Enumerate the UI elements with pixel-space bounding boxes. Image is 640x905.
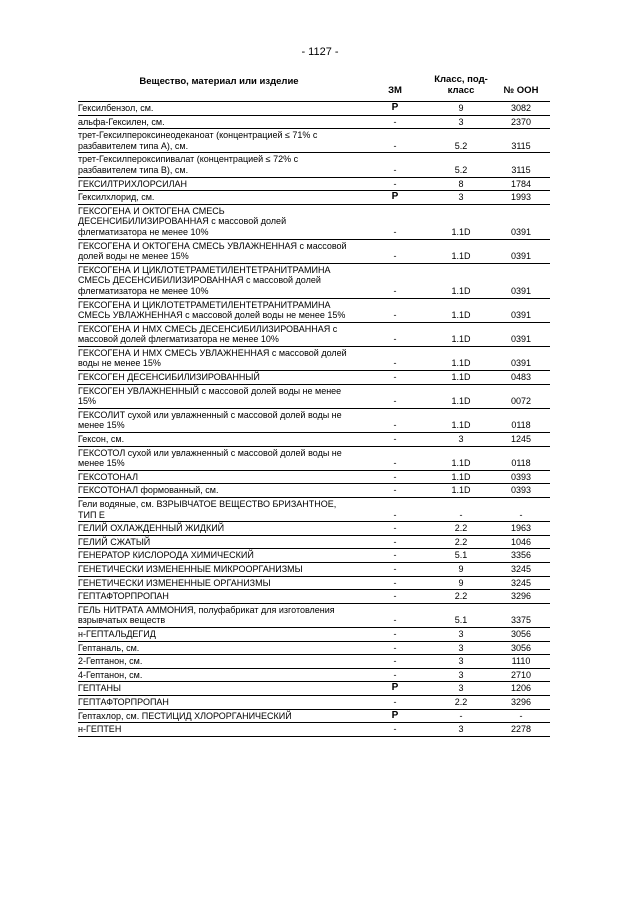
cell-un-number: 0391	[492, 322, 550, 346]
cell-substance: 4-Гептанон, см.	[78, 668, 360, 682]
cell-class: 3	[430, 682, 492, 696]
cell-substance: ГЕЛИЙ СЖАТЫЙ	[78, 535, 360, 549]
header-zm: ЗМ	[360, 74, 430, 102]
cell-class: -	[430, 709, 492, 723]
cell-substance: Гексилхлорид, см.	[78, 191, 360, 205]
cell-un-number: 3056	[492, 627, 550, 641]
table-row	[78, 668, 550, 682]
table-row	[78, 562, 550, 576]
cell-class: 1.1D	[430, 346, 492, 370]
cell-zm: -	[360, 655, 430, 669]
table-row	[78, 470, 550, 484]
table-row	[78, 576, 550, 590]
cell-class: 3	[430, 723, 492, 737]
cell-un-number: 0483	[492, 371, 550, 385]
cell-class: 1.1D	[430, 484, 492, 498]
cell-substance: ГЕЛИЙ ОХЛАЖДЕННЫЙ ЖИДКИЙ	[78, 522, 360, 536]
cell-class: 9	[430, 562, 492, 576]
cell-zm: -	[360, 298, 430, 322]
cell-class: 5.1	[430, 603, 492, 627]
cell-un-number: 1245	[492, 433, 550, 447]
cell-zm: Р	[360, 191, 430, 205]
table-row	[78, 115, 550, 129]
cell-class: 1.1D	[430, 371, 492, 385]
cell-zm: -	[360, 263, 430, 298]
cell-un-number: 1110	[492, 655, 550, 669]
cell-class: 3	[430, 115, 492, 129]
cell-class: 3	[430, 191, 492, 205]
dangerous-goods-table	[78, 74, 550, 737]
cell-un-number: 0072	[492, 384, 550, 408]
cell-substance: трет-Гексилпероксипивалат (концентрацией ≤ 72% с разбавителем типа В), см.	[78, 153, 360, 177]
cell-un-number: 0118	[492, 408, 550, 432]
header-un-number: № ООН	[492, 74, 550, 102]
table-row	[78, 346, 550, 370]
cell-un-number: 1784	[492, 177, 550, 191]
cell-class: 8	[430, 177, 492, 191]
cell-zm: -	[360, 668, 430, 682]
cell-substance: ГЕПТАНЫ	[78, 682, 360, 696]
cell-class: 3	[430, 627, 492, 641]
cell-substance: Гели водяные, см. ВЗРЫВЧАТОЕ ВЕЩЕСТВО БРИЗАНТНОЕ, ТИП Е	[78, 498, 360, 522]
cell-zm: -	[360, 384, 430, 408]
cell-class: 2.2	[430, 695, 492, 709]
table-row	[78, 408, 550, 432]
cell-zm: -	[360, 562, 430, 576]
cell-class: 5.2	[430, 129, 492, 153]
cell-zm: -	[360, 129, 430, 153]
cell-un-number: 0391	[492, 346, 550, 370]
cell-substance: ГЕПТАФТОРПРОПАН	[78, 695, 360, 709]
cell-zm: -	[360, 576, 430, 590]
cell-class: 1.1D	[430, 322, 492, 346]
table-row	[78, 498, 550, 522]
cell-substance: Гептахлор, см. ПЕСТИЦИД ХЛОРОРГАНИЧЕСКИЙ	[78, 709, 360, 723]
cell-un-number: 3296	[492, 695, 550, 709]
cell-substance: ГЕЛЬ НИТРАТА АММОНИЯ, полуфабрикат для изготовления взрывчатых веществ	[78, 603, 360, 627]
header-class: Класс, под-класс	[430, 74, 492, 102]
table-row	[78, 191, 550, 205]
cell-substance: ГЕКСИЛТРИХЛОРСИЛАН	[78, 177, 360, 191]
page-number: - 1127 -	[301, 46, 339, 58]
cell-substance: Гексилбензол, см.	[78, 102, 360, 116]
table-row	[78, 549, 550, 563]
cell-substance: Гексон, см.	[78, 433, 360, 447]
table-row	[78, 384, 550, 408]
cell-substance: ГЕКСОЛИТ сухой или увлажненный с массовой долей воды не менее 15%	[78, 408, 360, 432]
cell-zm: -	[360, 115, 430, 129]
cell-zm: -	[360, 641, 430, 655]
cell-un-number: 2370	[492, 115, 550, 129]
cell-class: 2.2	[430, 590, 492, 604]
cell-un-number: 3375	[492, 603, 550, 627]
cell-zm: Р	[360, 709, 430, 723]
cell-zm: -	[360, 522, 430, 536]
cell-zm: -	[360, 535, 430, 549]
cell-un-number: 1963	[492, 522, 550, 536]
cell-un-number: 0391	[492, 204, 550, 239]
cell-un-number: 0118	[492, 446, 550, 470]
table-row	[78, 153, 550, 177]
cell-zm: -	[360, 433, 430, 447]
cell-un-number: -	[492, 709, 550, 723]
cell-class: 1.1D	[430, 263, 492, 298]
cell-substance: ГЕКСОГЕНА И ОКТОГЕНА СМЕСЬ УВЛАЖНЕННАЯ с массовой долей воды не менее 15%	[78, 239, 360, 263]
cell-zm: Р	[360, 102, 430, 116]
cell-un-number: 3296	[492, 590, 550, 604]
cell-un-number: 3245	[492, 576, 550, 590]
cell-zm: -	[360, 470, 430, 484]
header-substance: Вещество, материал или изделие	[78, 74, 360, 102]
cell-un-number: 2710	[492, 668, 550, 682]
cell-zm: -	[360, 498, 430, 522]
cell-zm: -	[360, 446, 430, 470]
cell-substance: ГЕКСОГЕНА И НМХ СМЕСЬ УВЛАЖНЕННАЯ с массовой долей воды не менее 15%	[78, 346, 360, 370]
table-row	[78, 590, 550, 604]
cell-class: 3	[430, 655, 492, 669]
cell-zm: -	[360, 371, 430, 385]
cell-substance: ГЕКСОГЕНА И ЦИКЛОТЕТРАМЕТИЛЕНТЕТРАНИТРАМИНА СМЕСЬ УВЛАЖНЕННАЯ с массовой долей воды не менее 15%	[78, 298, 360, 322]
cell-zm: -	[360, 177, 430, 191]
cell-substance: н-ГЕПТАЛЬДЕГИД	[78, 627, 360, 641]
table-row	[78, 177, 550, 191]
table-row	[78, 433, 550, 447]
table-row	[78, 322, 550, 346]
table-row	[78, 522, 550, 536]
cell-substance: 2-Гептанон, см.	[78, 655, 360, 669]
cell-substance: ГЕКСОТОЛ сухой или увлажненный с массовой долей воды не менее 15%	[78, 446, 360, 470]
cell-class: 1.1D	[430, 446, 492, 470]
cell-zm: -	[360, 408, 430, 432]
cell-class: -	[430, 498, 492, 522]
cell-un-number: 3115	[492, 153, 550, 177]
cell-substance: ГЕНЕРАТОР КИСЛОРОДА ХИМИЧЕСКИЙ	[78, 549, 360, 563]
cell-un-number: 0391	[492, 239, 550, 263]
cell-un-number: 3245	[492, 562, 550, 576]
cell-zm: -	[360, 204, 430, 239]
table-row	[78, 641, 550, 655]
cell-un-number: 3115	[492, 129, 550, 153]
cell-substance: Гептаналь, см.	[78, 641, 360, 655]
table-row	[78, 723, 550, 737]
cell-substance: ГЕКСОТОНАЛ формованный, см.	[78, 484, 360, 498]
cell-substance: ГЕКСОТОНАЛ	[78, 470, 360, 484]
table-row	[78, 129, 550, 153]
cell-substance: ГЕКСОГЕНА И ЦИКЛОТЕТРАМЕТИЛЕНТЕТРАНИТРАМИНА СМЕСЬ ДЕСЕНСИБИЛИЗИРОВАННАЯ с массовой долей флегматизатора не менее 10%	[78, 263, 360, 298]
cell-class: 3	[430, 641, 492, 655]
cell-substance: н-ГЕПТЕН	[78, 723, 360, 737]
cell-class: 1.1D	[430, 298, 492, 322]
cell-un-number: 3356	[492, 549, 550, 563]
table-row	[78, 298, 550, 322]
table-row	[78, 535, 550, 549]
cell-substance: ГЕКСОГЕНА И НМХ СМЕСЬ ДЕСЕНСИБИЛИЗИРОВАННАЯ с массовой долей флегматизатора не менее 10%	[78, 322, 360, 346]
table-row	[78, 695, 550, 709]
table-row	[78, 682, 550, 696]
cell-un-number: 2278	[492, 723, 550, 737]
cell-class: 3	[430, 668, 492, 682]
cell-zm: -	[360, 590, 430, 604]
cell-zm: -	[360, 695, 430, 709]
cell-un-number: 0391	[492, 298, 550, 322]
table-row	[78, 263, 550, 298]
table-header-row	[78, 74, 550, 102]
cell-zm: -	[360, 239, 430, 263]
table-row	[78, 446, 550, 470]
cell-substance: ГЕНЕТИЧЕСКИ ИЗМЕНЕННЫЕ МИКРООРГАНИЗМЫ	[78, 562, 360, 576]
table-row	[78, 655, 550, 669]
table-row	[78, 709, 550, 723]
table-row	[78, 603, 550, 627]
cell-substance: ГЕКСОГЕНА И ОКТОГЕНА СМЕСЬ ДЕСЕНСИБИЛИЗИРОВАННАЯ с массовой долей флегматизатора не менее 10%	[78, 204, 360, 239]
cell-zm: -	[360, 484, 430, 498]
cell-substance: ГЕКСОГЕН ДЕСЕНСИБИЛИЗИРОВАННЫЙ	[78, 371, 360, 385]
cell-substance: трет-Гексилпероксинеодеканоат (концентрацией ≤ 71% с разбавителем типа А), см.	[78, 129, 360, 153]
table-row	[78, 102, 550, 116]
table-row	[78, 371, 550, 385]
cell-un-number: 3082	[492, 102, 550, 116]
cell-un-number: 3056	[492, 641, 550, 655]
cell-class: 5.1	[430, 549, 492, 563]
cell-class: 1.1D	[430, 204, 492, 239]
table-row	[78, 204, 550, 239]
cell-un-number: 1046	[492, 535, 550, 549]
cell-class: 3	[430, 433, 492, 447]
cell-substance: ГЕКСОГЕН УВЛАЖНЕННЫЙ с массовой долей воды не менее 15%	[78, 384, 360, 408]
cell-zm: Р	[360, 682, 430, 696]
table-row	[78, 627, 550, 641]
cell-class: 2.2	[430, 535, 492, 549]
cell-un-number: 0393	[492, 484, 550, 498]
cell-zm: -	[360, 549, 430, 563]
cell-un-number: 0393	[492, 470, 550, 484]
cell-class: 1.1D	[430, 470, 492, 484]
cell-zm: -	[360, 153, 430, 177]
cell-class: 1.1D	[430, 239, 492, 263]
cell-class: 1.1D	[430, 384, 492, 408]
table-row	[78, 484, 550, 498]
cell-class: 1.1D	[430, 408, 492, 432]
cell-class: 5.2	[430, 153, 492, 177]
cell-un-number: -	[492, 498, 550, 522]
cell-zm: -	[360, 322, 430, 346]
cell-zm: -	[360, 723, 430, 737]
cell-substance: альфа-Гексилен, см.	[78, 115, 360, 129]
cell-un-number: 1206	[492, 682, 550, 696]
cell-zm: -	[360, 346, 430, 370]
cell-un-number: 1993	[492, 191, 550, 205]
cell-substance: ГЕПТАФТОРПРОПАН	[78, 590, 360, 604]
table-row	[78, 239, 550, 263]
cell-zm: -	[360, 627, 430, 641]
cell-class: 9	[430, 576, 492, 590]
cell-un-number: 0391	[492, 263, 550, 298]
cell-substance: ГЕНЕТИЧЕСКИ ИЗМЕНЕННЫЕ ОРГАНИЗМЫ	[78, 576, 360, 590]
cell-class: 9	[430, 102, 492, 116]
cell-zm: -	[360, 603, 430, 627]
cell-class: 2.2	[430, 522, 492, 536]
